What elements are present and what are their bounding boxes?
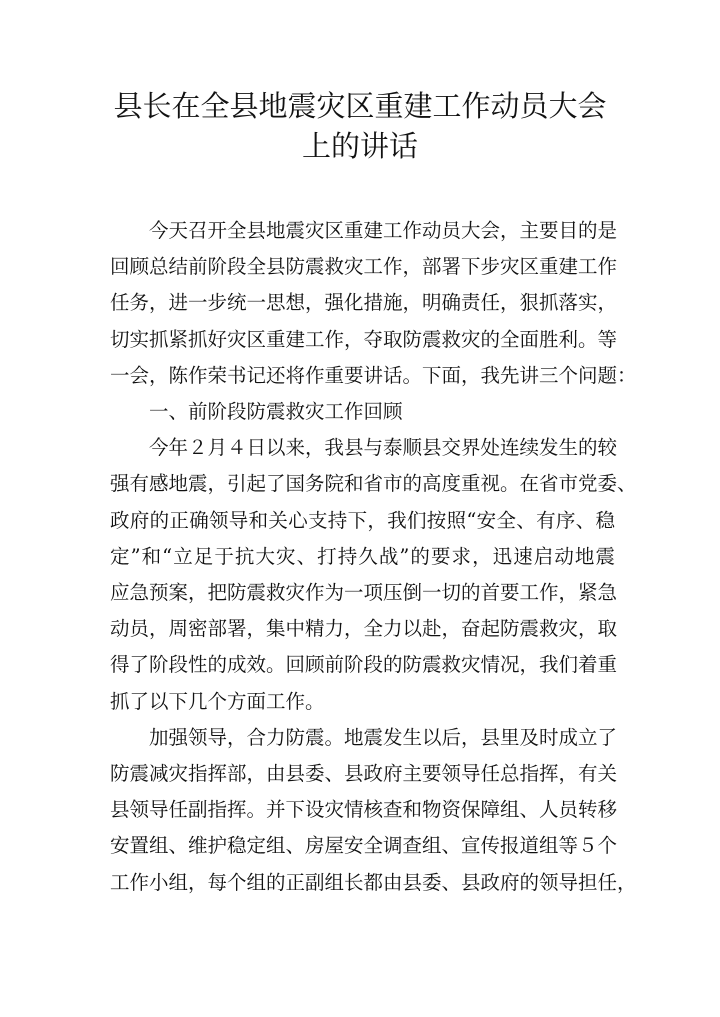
text-line: 得了阶段性的成效。回顾前阶段的防震救灾情况，我们着重: [110, 653, 618, 677]
text-line: 政府的正确领导和关心支持下，我们按照“安全、有序、稳: [110, 508, 615, 532]
text-line: 任务，进一步统一思想，强化措施，明确责任，狠抓落实，: [110, 291, 618, 315]
text-line: 动员，周密部署，集中精力，全力以赴，奋起防震救灾，取: [110, 617, 618, 641]
text-line: 县领导任副指挥。并下设灾情核查和物资保障组、人员转移: [110, 798, 618, 822]
text-line: 一会，陈作荣书记还将作重要讲话。下面，我先讲三个问题：: [110, 363, 637, 387]
text-line: 今年２月４日以来，我县与泰顺县交界处连续发生的较: [149, 436, 618, 460]
section-heading: [110, 394, 615, 430]
text-line: 应急预案，把防震救灾作为一项压倒一切的首要工作，紧急: [110, 581, 618, 605]
document-body: [110, 213, 637, 901]
text-line: 工作小组，每个组的正副组长都由县委、县政府的领导担任，: [110, 870, 637, 894]
text-line: 强有感地震，引起了国务院和省市的高度重视。在省市党委、: [110, 472, 637, 496]
paragraph-intro: [110, 213, 637, 394]
text-line: 定”和“立足于抗大灾、打持久战”的要求，迅速启动地震: [110, 544, 615, 568]
text-line: 一、前阶段防震救灾工作回顾: [149, 400, 403, 424]
text-line: 抓了以下几个方面工作。: [110, 689, 325, 713]
text-line: 今天召开全县地震灾区重建工作动员大会，主要目的是: [149, 219, 618, 242]
text-line: 切实抓紧抓好灾区重建工作，夺取防震救灾的全面胜利。等: [110, 327, 618, 351]
text-line: 加强领导，合力防震。地震发生以后，县里及时成立了: [149, 725, 618, 749]
document-title: [100, 86, 620, 166]
title-line-2: 上的讲话: [301, 129, 418, 163]
paragraph-leadership: [110, 720, 637, 901]
text-line: 回顾总结前阶段全县防震救灾工作，部署下步灾区重建工作: [110, 255, 618, 279]
text-line: 安置组、维护稳定组、房屋安全调查组、宣传报道组等５个: [110, 834, 618, 858]
title-line-1: 县长在全县地震灾区重建工作动员大会: [113, 89, 607, 123]
paragraph-review: [110, 430, 637, 720]
text-line: 防震减灾指挥部，由县委、县政府主要领导任总指挥，有关: [110, 762, 618, 786]
